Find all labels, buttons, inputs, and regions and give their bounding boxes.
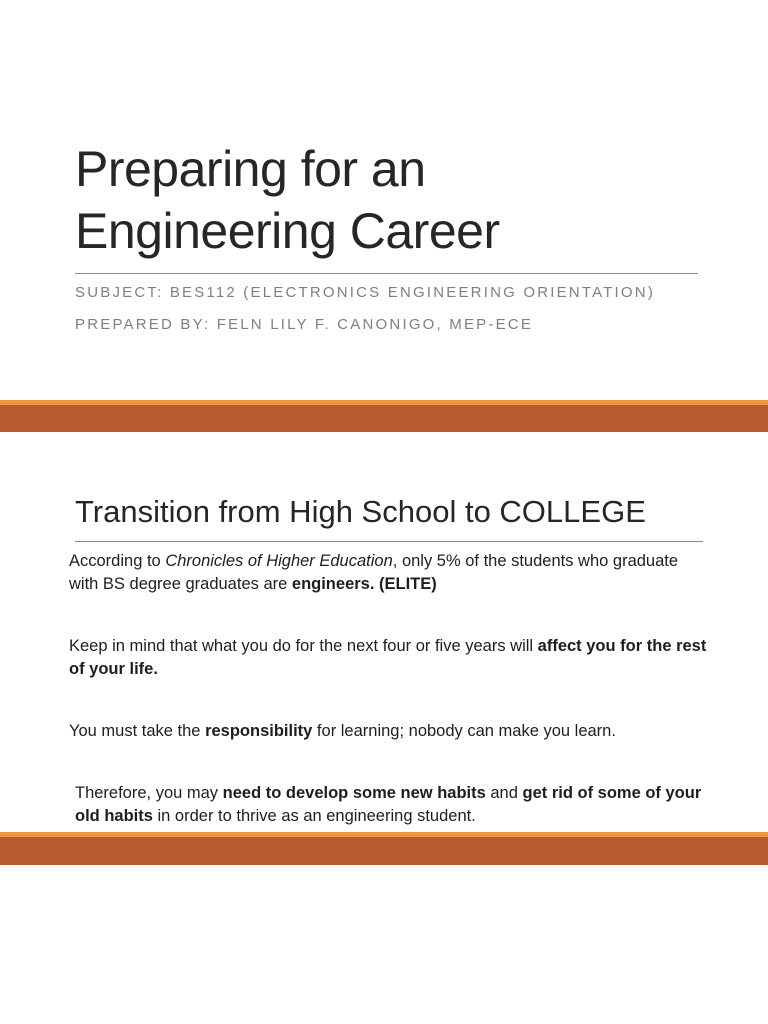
slide-heading: Transition from High School to COLLEGE [75, 494, 646, 529]
slide-title-line-2: Engineering Career [75, 203, 500, 259]
paragraph-elite [69, 550, 709, 596]
italic-source: Chronicles of Higher Education [165, 552, 393, 570]
bold-emphasis: get rid of some of your old habits [75, 784, 702, 825]
title-divider [75, 273, 698, 274]
slide-separator-band [0, 400, 768, 432]
paragraph-text: in order to thrive as an engineering student. [152, 807, 476, 825]
paragraph-text: , only 5% of the students who graduate with BS degree graduates are [69, 552, 679, 593]
paragraph-text: and [485, 784, 523, 802]
bold-emphasis: engineers. (ELITE) [291, 575, 437, 593]
bold-emphasis: need to develop some new habits [222, 784, 486, 802]
paragraph-responsibility [69, 720, 709, 743]
subject-line: SUBJECT: BES112 (ELECTRONICS ENGINEERING ORIENTATION) [75, 284, 656, 301]
content-slide [0, 432, 768, 832]
bold-emphasis: affect you for the rest of your life. [69, 637, 707, 678]
slide-title-line-1: Preparing for an [75, 141, 426, 197]
paragraph-habits [75, 782, 705, 828]
paragraph-text: According to [69, 552, 166, 570]
title-slide [0, 0, 768, 400]
paragraph-text: You must take the [69, 722, 206, 740]
slide-title [75, 138, 715, 262]
bold-emphasis: responsibility [205, 722, 313, 740]
paragraph-text: for learning; nobody can make you learn. [312, 722, 616, 740]
heading-divider [75, 541, 703, 542]
paragraph-text: Keep in mind that what you do for the next four or five years will [69, 637, 538, 655]
paragraph-text: Therefore, you may [75, 784, 223, 802]
prepared-by-line: PREPARED BY: FELN LILY F. CANONIGO, MEP-ECE [75, 316, 534, 333]
slide-separator-band [0, 832, 768, 865]
paragraph-affect [69, 635, 709, 681]
